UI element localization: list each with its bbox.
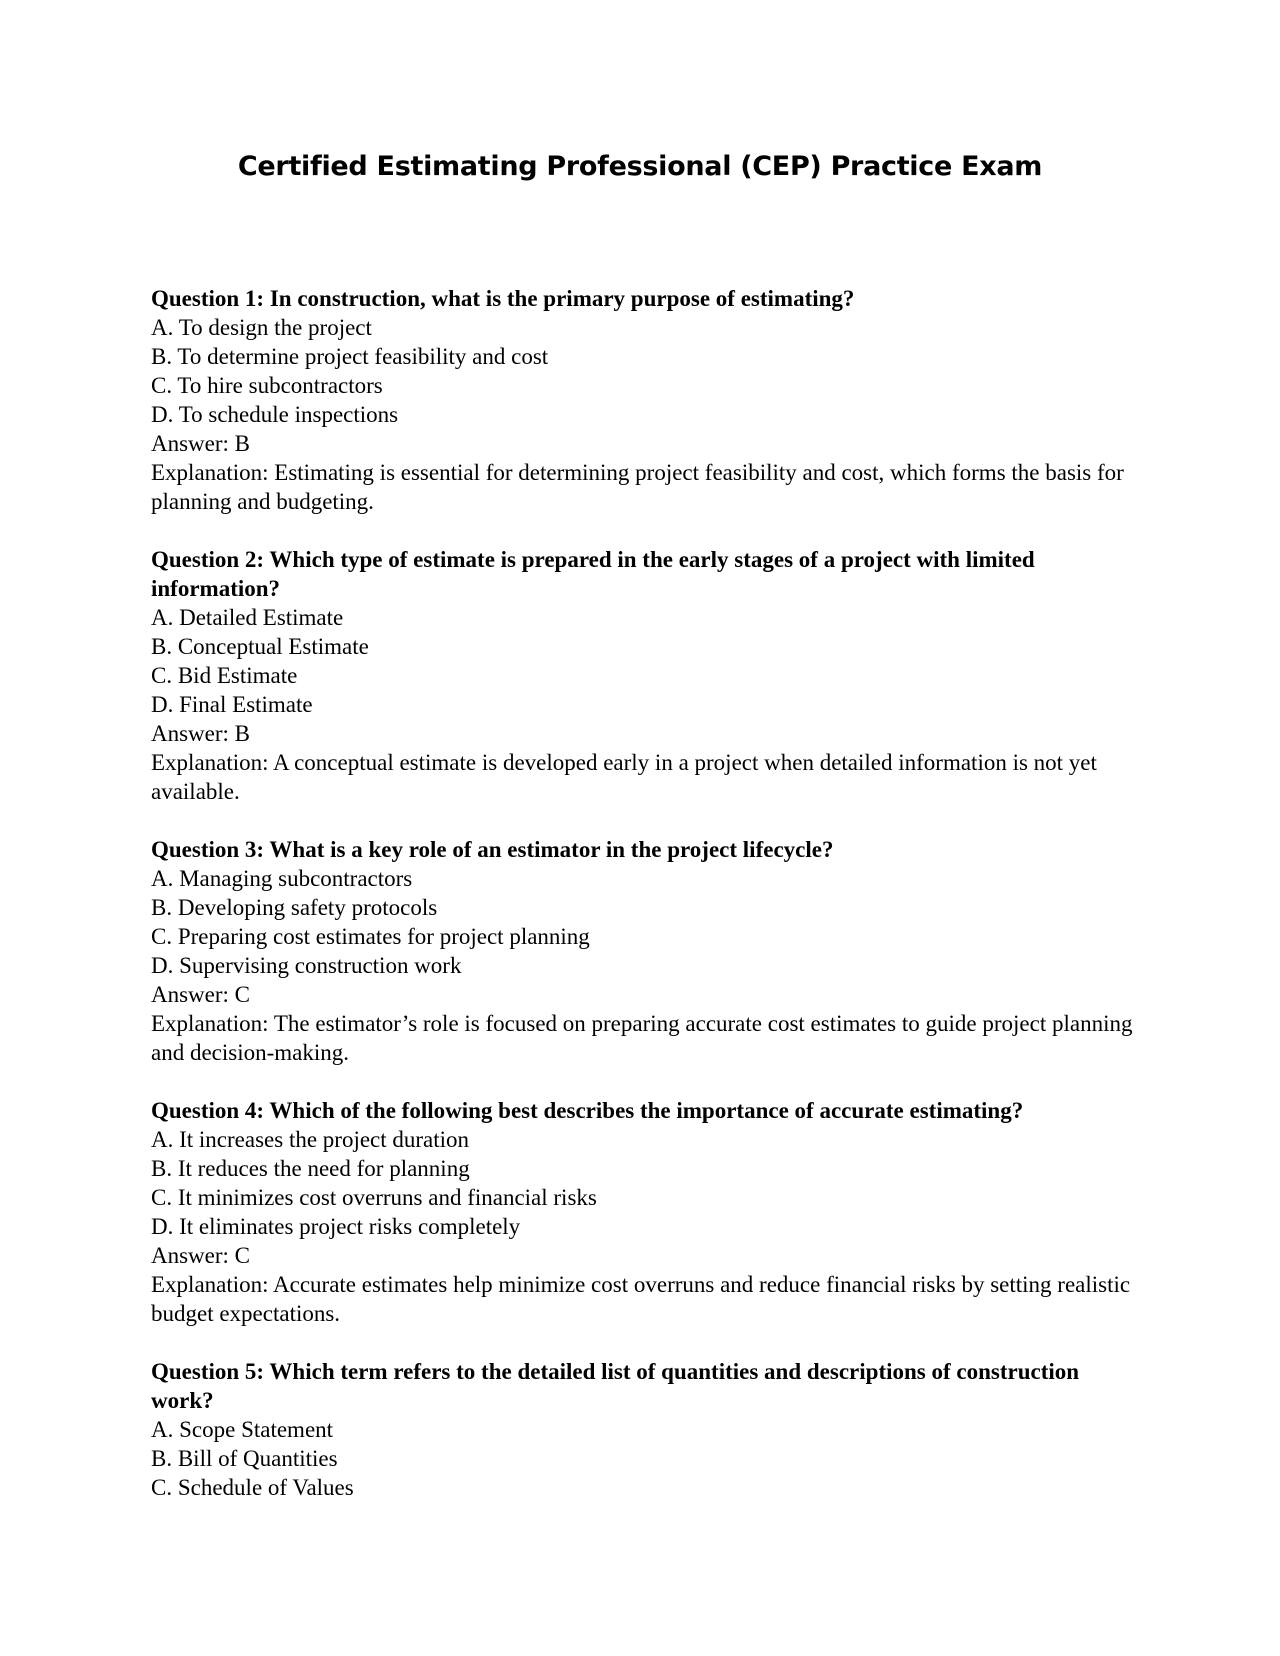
answer-option: A. Managing subcontractors — [151, 866, 413, 891]
explanation-text: Explanation: The estimator’s role is focused on preparing accurate cost estimates to guide project planning and decision-making. — [151, 1011, 1133, 1065]
question-block — [151, 545, 1136, 806]
answer-option: D. Supervising construction work — [151, 953, 462, 978]
answer-option: B. It reduces the need for planning — [151, 1156, 470, 1181]
question-text: Question 1: In construction, what is the primary purpose of estimating? — [151, 286, 855, 311]
answer-option: C. Schedule of Values — [151, 1475, 354, 1500]
answer-key: Answer: B — [151, 431, 251, 456]
question-block — [151, 835, 1136, 1067]
answer-option: A. Detailed Estimate — [151, 605, 344, 630]
question-text: Question 2: Which type of estimate is prepared in the early stages of a project with limited information? — [151, 547, 1035, 601]
answer-option: C. To hire subcontractors — [151, 373, 383, 398]
question-text: Question 4: Which of the following best describes the importance of accurate estimating? — [151, 1098, 1024, 1123]
question-text: Question 5: Which term refers to the detailed list of quantities and descriptions of construction work? — [151, 1359, 1080, 1413]
answer-option: B. Developing safety protocols — [151, 895, 438, 920]
answer-option: B. Bill of Quantities — [151, 1446, 338, 1471]
answer-option: A. Scope Statement — [151, 1417, 334, 1442]
answer-key: Answer: B — [151, 721, 251, 746]
question-block — [151, 284, 1136, 516]
answer-option: C. Preparing cost estimates for project planning — [151, 924, 590, 949]
answer-option: B. Conceptual Estimate — [151, 634, 369, 659]
question-block — [151, 1096, 1136, 1328]
answer-option: D. Final Estimate — [151, 692, 313, 717]
answer-key: Answer: C — [151, 1243, 251, 1268]
question-text: Question 3: What is a key role of an estimator in the project lifecycle? — [151, 837, 834, 862]
page-title: Certified Estimating Professional (CEP) Practice Exam — [237, 151, 1043, 182]
answer-option: C. Bid Estimate — [151, 663, 298, 688]
answer-option: B. To determine project feasibility and cost — [151, 344, 549, 369]
explanation-text: Explanation: Estimating is essential for determining project feasibility and cost, which forms the basis for planning and budgeting. — [151, 460, 1124, 514]
answer-option: D. It eliminates project risks completely — [151, 1214, 521, 1239]
answer-option: A. To design the project — [151, 315, 372, 340]
answer-key: Answer: C — [151, 982, 251, 1007]
answer-option: C. It minimizes cost overruns and financial risks — [151, 1185, 597, 1210]
explanation-text: Explanation: A conceptual estimate is developed early in a project when detailed information is not yet available. — [151, 750, 1097, 804]
answer-option: A. It increases the project duration — [151, 1127, 470, 1152]
question-list — [151, 284, 1136, 1531]
explanation-text: Explanation: Accurate estimates help minimize cost overruns and reduce financial risks by setting realistic budget expectations. — [151, 1272, 1131, 1326]
answer-option: D. To schedule inspections — [151, 402, 399, 427]
question-block — [151, 1357, 1136, 1502]
